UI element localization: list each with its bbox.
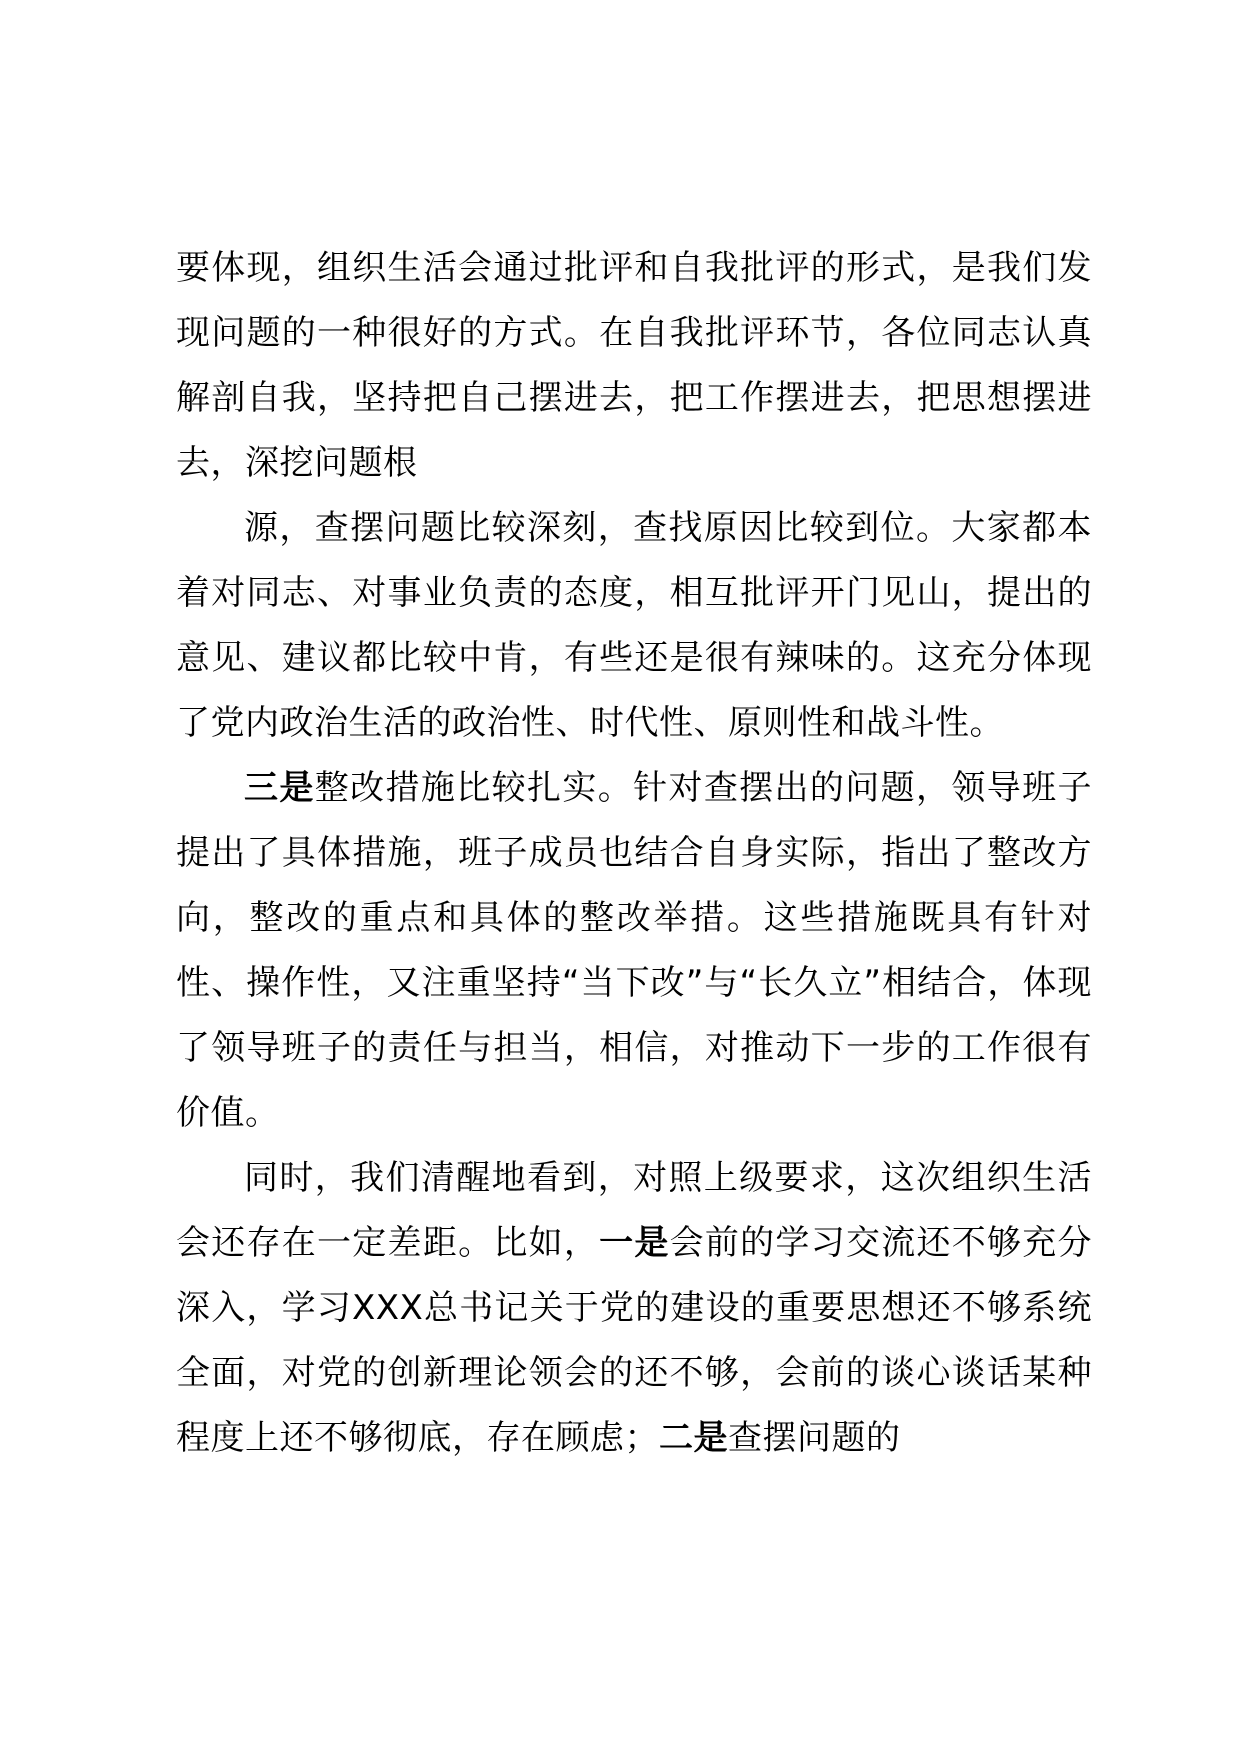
paragraph-4-text-b: 会前的学习交流还不够充分深入，学习XXX总书记关于党的建设的重要思想还不够系统全面，对党的创新理论领会的还不够，会前的谈心谈话某种程度上还不够彻底，存在顾虑； (176, 1223, 1093, 1458)
point-two-label: 二是 (659, 1418, 728, 1458)
paragraph-4 (176, 1146, 1092, 1471)
paragraph-2 (176, 496, 1092, 756)
paragraph-4-text-a: 同时，我们清醒地看到，对照上级要求，这次组织生活会还存在一定差距。比如， (176, 1158, 1092, 1263)
point-one-label: 一是 (599, 1223, 670, 1263)
paragraph-1-text: 要体现，组织生活会通过批评和自我批评的形式，是我们发现问题的一种很好的方式。在自我批评环节，各位同志认真解剖自我，坚持把自己摆进去，把工作摆进去，把思想摆进去，深挖问题根 (176, 248, 1092, 483)
body-text (176, 236, 1092, 1471)
paragraph-4-text-c: 查摆问题的 (728, 1418, 901, 1458)
paragraph-2-text: 源，查摆问题比较深刻，查找原因比较到位。大家都本着对同志、对事业负责的态度，相互批评开门见山，提出的意见、建议都比较中肯，有些还是很有辣味的。这充分体现了党内政治生活的政治性、时代性、原则性和战斗性。 (176, 508, 1092, 743)
paragraph-3-text: 整改措施比较扎实。针对查摆出的问题，领导班子提出了具体措施，班子成员也结合自身实际，指出了整改方向，整改的重点和具体的整改举措。这些措施既具有针对性、操作性，又注重坚持“当下改”与“长久立”相结合，体现了领导班子的责任与担当，相信，对推动下一步的工作很有价值。 (176, 768, 1093, 1133)
paragraph-3 (176, 756, 1092, 1146)
point-three-label: 三是 (244, 768, 315, 808)
paragraph-1 (176, 236, 1092, 496)
